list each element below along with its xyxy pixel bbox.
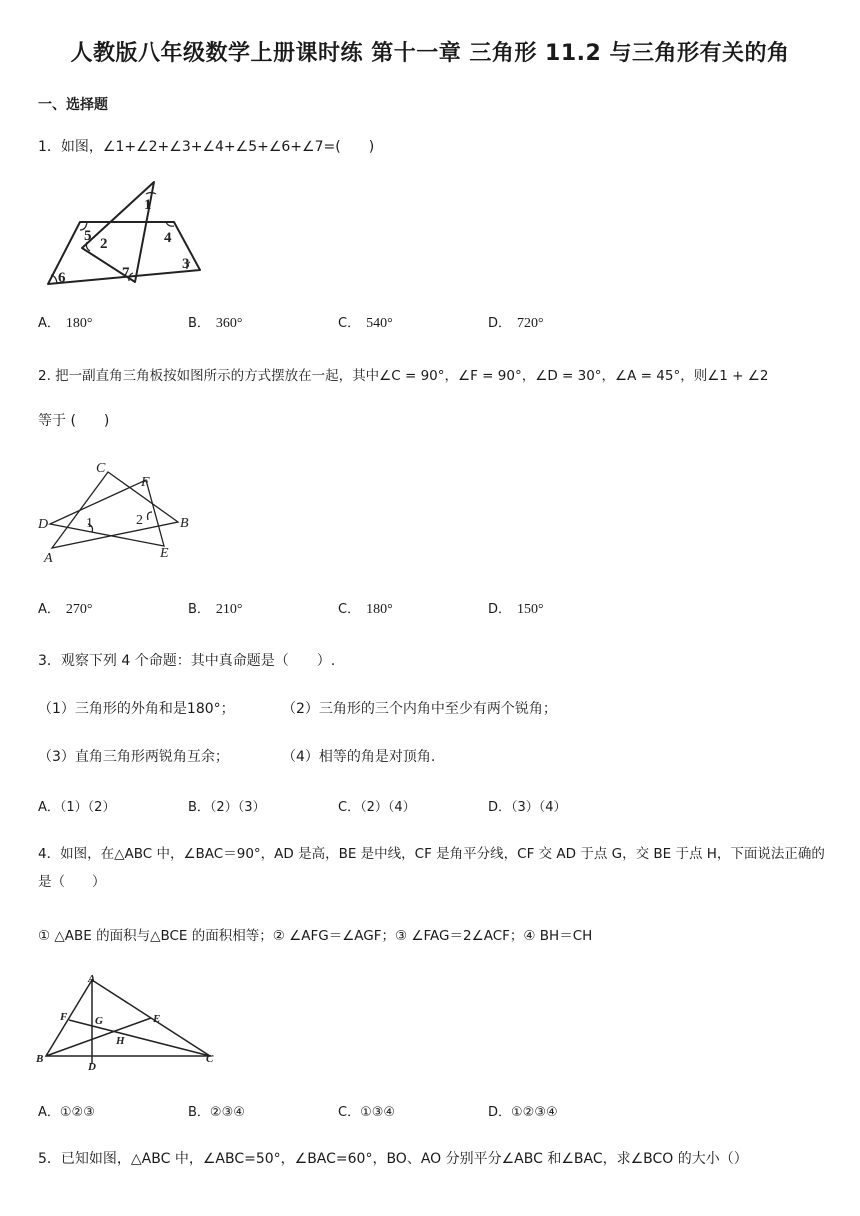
q2-label-E: E [160,546,169,561]
q3-proposition-2: （2）三角形的三个内角中至少有两个锐角； [282,701,557,717]
page-title: 人教版八年级数学上册课时练 第十一章 三角形 11.2 与三角形有关的角 [70,41,790,66]
q2-label-B: B [180,516,189,531]
q4-option-c[interactable]: C．①③④ [338,1105,396,1120]
q2-option-d[interactable]: D． 150° [488,602,544,617]
q2-label-D: D [38,517,49,532]
q3-option-a[interactable]: A．（1）（2） [38,800,116,815]
q4-statements: ① △ABE 的面积与△BCE 的面积相等；② ∠AFG＝∠AGF；③ ∠FAG＝2∠ACF；④ BH＝CH [38,928,593,944]
q3-option-c[interactable]: C．（2）（4） [338,800,416,815]
q3-option-b[interactable]: B．（2）（3） [188,800,266,815]
q2-option-a[interactable]: A． 270° [38,602,93,617]
q1-label-3: 3 [182,256,190,272]
q1-option-b[interactable]: B． 360° [188,316,243,331]
q1-option-a[interactable]: A． 180° [38,316,93,331]
question-4-figure [34,970,224,1076]
q4-label-E: E [153,1013,161,1025]
q4-label-C: C [206,1053,214,1065]
q4-label-F: F [60,1011,68,1023]
q4-option-a[interactable]: A．①②③ [38,1105,95,1120]
q1-label-7: 7 [122,265,130,281]
q1-label-1: 1 [144,197,152,213]
question-4-text: 4．如图，在△ABC 中，∠BAC＝90°，AD 是高，BE 是中线，CF 是角平分线，CF 交 AD 于点 G，交 BE 于点 H，下面说法正确的是（ ） [38,846,825,890]
q2-label-A: A [44,551,53,566]
q2-option-c[interactable]: C． 180° [338,602,393,617]
q4-label-A: A [88,973,96,985]
q4-option-d[interactable]: D．①②③④ [488,1105,558,1120]
section-heading: 一、选择题 [38,97,108,113]
q3-proposition-1: （1）三角形的外角和是180°； [38,701,235,717]
question-2-text-2: 等于 ( ) [38,413,110,429]
q4-label-H: H [116,1035,125,1047]
q1-label-2: 2 [100,236,108,252]
question-2-text: 2. 把一副直角三角板按如图所示的方式摆放在一起，其中∠C = 90°，∠F = 90°，∠D = 30°，∠A = 45°，则∠1 + ∠2 [38,368,769,384]
q1-label-6: 6 [58,270,66,286]
q1-label-4: 4 [164,230,172,246]
q1-option-c[interactable]: C． 540° [338,316,393,331]
q2-label-C: C [96,461,106,476]
q1-label-5: 5 [84,228,92,244]
q4-label-G: G [95,1015,103,1027]
q3-option-d[interactable]: D．（3）（4） [488,800,567,815]
q2-option-b[interactable]: B． 210° [188,602,243,617]
q3-proposition-4: （4）相等的角是对顶角. [282,749,436,765]
q4-label-B: B [36,1053,44,1065]
question-1-figure [40,176,210,288]
q2-label-2: 2 [136,513,143,528]
question-5-text: 5．已知如图，△ABC 中，∠ABC=50°，∠BAC=60°，BO、AO 分别平分∠ABC 和∠BAC，求∠BCO 的大小（） [38,1151,748,1167]
question-2-figure [34,456,204,568]
question-3-text: 3．观察下列 4 个命题：其中真命题是（ ）. [38,653,336,669]
q4-option-b[interactable]: B．②③④ [188,1105,245,1120]
q2-label-F: F [141,475,150,490]
q4-label-D: D [88,1061,96,1073]
q2-label-1: 1 [86,516,93,531]
q1-option-d[interactable]: D． 720° [488,316,544,331]
q3-proposition-3: （3）直角三角形两锐角互余； [38,749,229,765]
question-1-text: 1．如图，∠1+∠2+∠3+∠4+∠5+∠6+∠7=( ) [38,139,375,155]
